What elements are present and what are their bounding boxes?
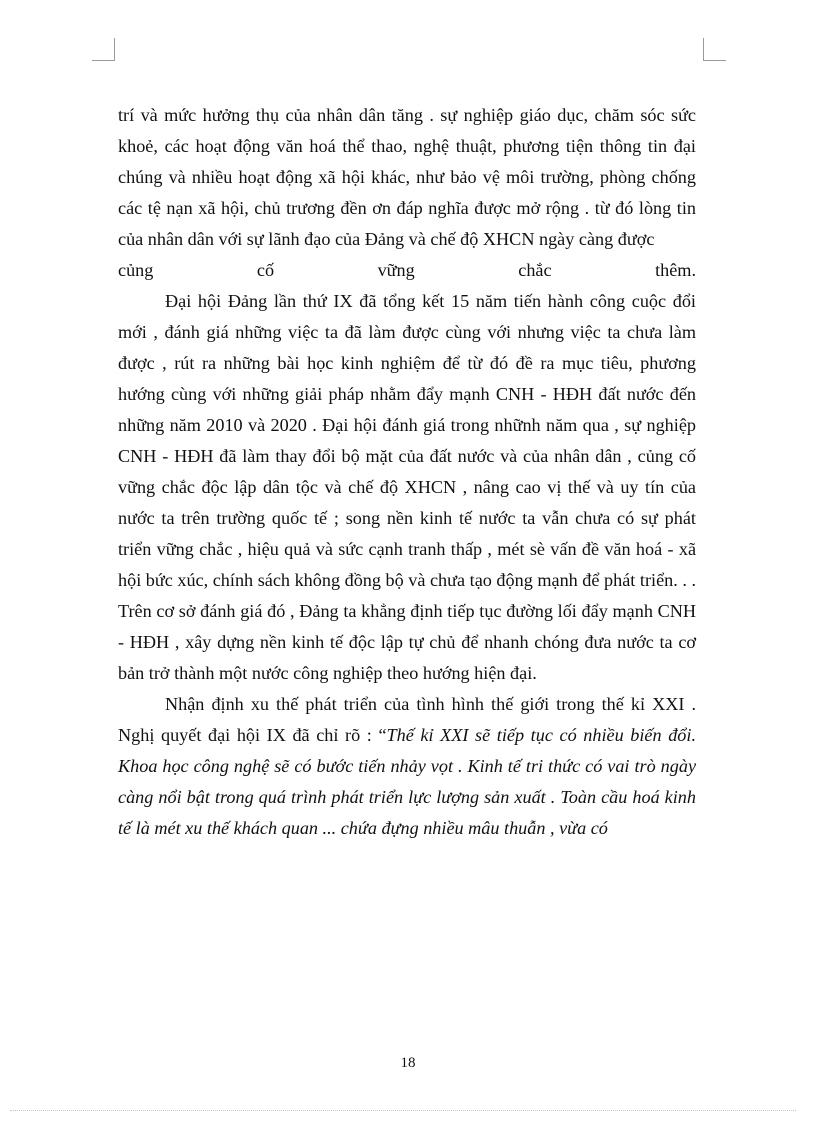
text-line: những năm 2010 và 2020 . Đại hội đánh giá trong nhữnh năm qua , sự bbox=[118, 415, 642, 435]
text-line: nghiệp CNH - HĐH đã làm thay đổi bộ mặt của đất nước và của nhân dân , bbox=[118, 415, 696, 466]
paragraph-1 bbox=[118, 100, 696, 255]
text-line: của nhân dân với sự lãnh đạo của Đảng và chế độ XHCN ngày càng được bbox=[118, 229, 655, 249]
text-line: phát triển. . . Trên cơ sở đánh giá đó , Đảng ta khẳng định tiếp tục đường lối bbox=[118, 570, 696, 621]
text-line: củng cố vững chắc thêm. bbox=[118, 260, 696, 280]
page-footer-divider bbox=[10, 1110, 796, 1111]
page-number: 18 bbox=[400, 1055, 416, 1071]
quote-text: Khoa học công nghệ sẽ có bước tiến nhảy vọt . Kinh tế tri thức có vai trò bbox=[118, 756, 656, 776]
text-line: hướng cùng với những giải pháp nhằm đẩy mạnh CNH - HĐH đất nước đến bbox=[118, 384, 696, 404]
text-line: khoẻ, các hoạt động văn hoá thể thao, nghệ thuật, phương tiện thông tin đại bbox=[118, 136, 696, 156]
quote-text: Thế kỉ XXI sẽ tiếp tục có nhiều biến đổi. bbox=[386, 725, 696, 745]
text-line: đại. bbox=[510, 663, 537, 683]
paragraph-2 bbox=[118, 286, 696, 689]
text-line: trí và mức hưởng thụ của nhân dân tăng . sự nghiệp giáo dục, chăm sóc sức bbox=[118, 105, 696, 125]
text-line: Nhận định xu thế phát triển của tình hình thế giới trong thế kỉ XXI . bbox=[165, 694, 696, 714]
text-line: chúng và nhiều hoạt động xã hội khác, như bảo vệ môi trường, phòng chống bbox=[118, 167, 696, 187]
text-line: củng cố vững chắc độc lập dân tộc và chế độ XHCN , nâng cao vị thế và uy bbox=[118, 446, 696, 497]
paragraph-3 bbox=[118, 689, 696, 844]
crop-mark-top-right bbox=[703, 38, 726, 61]
paragraph-1-last-line bbox=[118, 255, 696, 286]
quote-text: hoá kinh tế là mét xu thế khách quan ... chứa đựng nhiều mâu thuẫn , vừa có bbox=[118, 787, 696, 838]
document-body bbox=[118, 100, 696, 844]
crop-mark-top-left bbox=[92, 38, 115, 61]
text-line: chóng đưa nước ta cơ bản trở thành một nước công nghiệp theo hướng hiện bbox=[118, 632, 697, 683]
quote-text: ngày càng nổi bật trong quá trình phát triển lực lượng sản xuất . Toàn cầu bbox=[118, 756, 697, 807]
text-line: phát triển vững chắc , hiệu quả và sức cạnh tranh thấp , mét sè vấn đề văn bbox=[118, 508, 696, 559]
text-line: hoá - xã hội bức xúc, chính sách không đồng bộ và chưa tạo động mạnh để bbox=[118, 539, 697, 590]
text-line: đẩy mạnh CNH - HĐH , xây dựng nền kinh tế độc lập tự chủ để nhanh bbox=[118, 601, 696, 652]
text-line: Nghị quyết đại hội IX đã chỉ rõ : “ bbox=[118, 725, 387, 745]
text-line: các tệ nạn xã hội, chủ trương đền ơn đáp nghĩa được mở rộng . từ đó lòng tin bbox=[118, 198, 696, 218]
text-line: mới , đánh giá những việc ta đã làm được cùng với nhưng việc ta chưa làm bbox=[118, 322, 696, 342]
text-line: Đại hội Đảng lần thứ IX đã tổng kết 15 năm tiến hành công cuộc đổi bbox=[165, 291, 696, 311]
text-line: được , rút ra những bài học kinh nghiệm để từ đó đề ra mục tiêu, phương bbox=[118, 353, 696, 373]
text-line: tín của nước ta trên trường quốc tế ; song nền kinh tế nước ta vẫn chưa có sự bbox=[118, 477, 696, 528]
